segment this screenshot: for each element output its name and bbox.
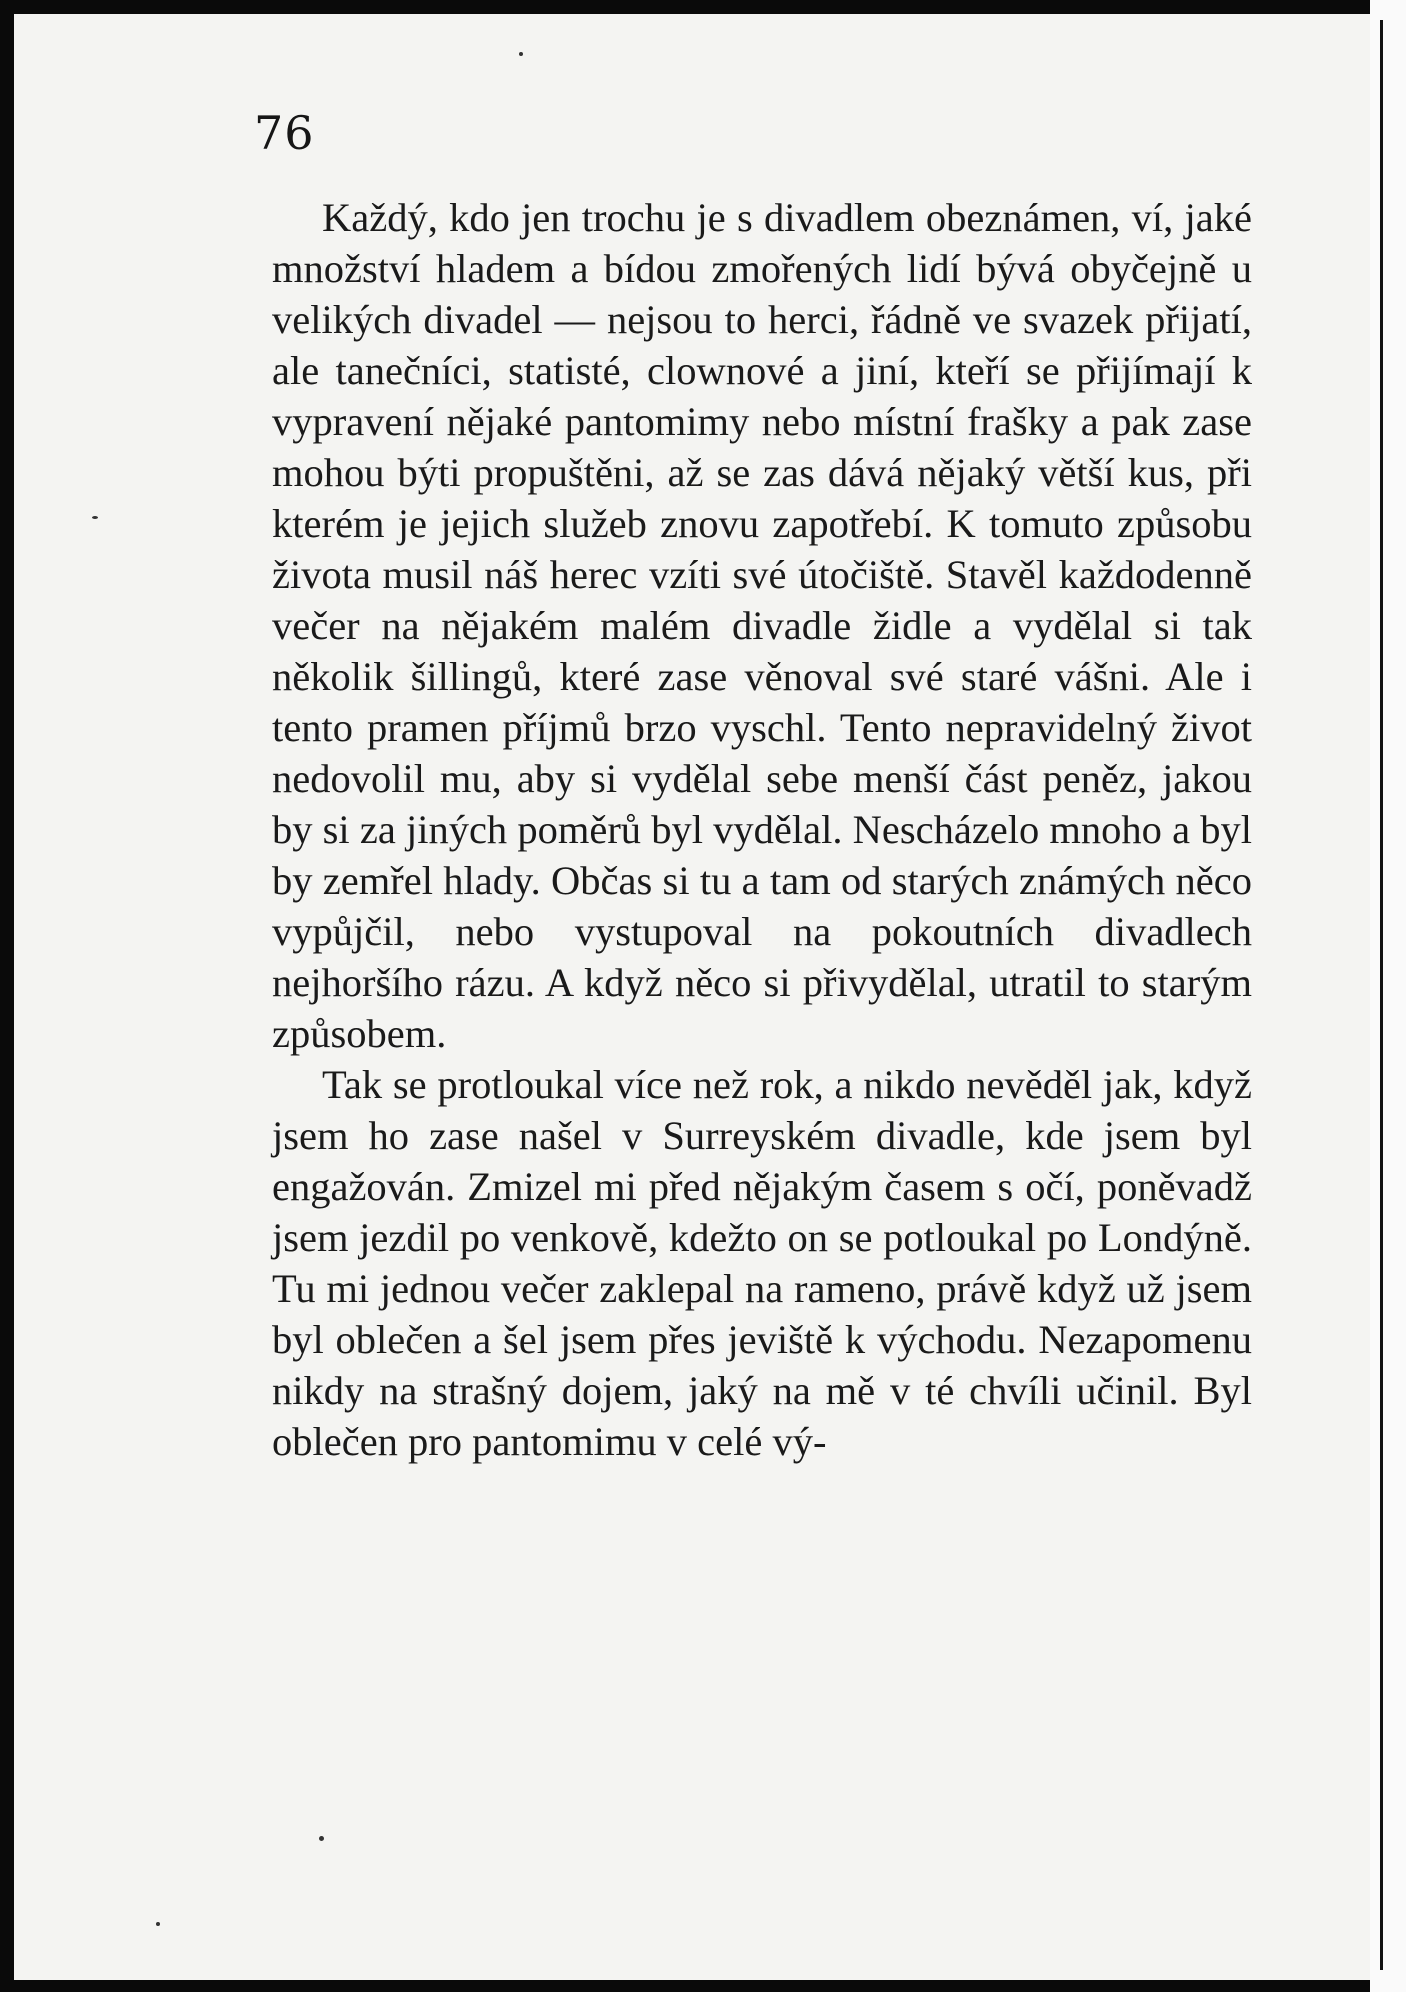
page-edge-line [1380,20,1383,1970]
page-edge-strip [1370,0,1406,1992]
dust-speck [92,516,98,519]
paragraph-1: Každý, kdo jen trochu je s divadlem obeznámen, ví, jaké množství hladem a bídou zmořených lidí bývá obyčejně u velikých divadel — nejsou to herci, řádně ve svazek přijatí, ale tanečníci, statisté, clownové a jiní, kteří se přijímají k vypravení nějaké pantomimy nebo místní frašky a pak zase mohou býti propuštěni, až se zas dává nějaký větší kus, při kterém je jejich služeb znovu zapotřebí. K tomuto způsobu života musil náš herec vzíti své útočiště. Stavěl každodenně večer na nějakém malém divadle židle a vydělal si tak několik šillingů, které zase věnoval své staré vášni. Ale i tento pramen příjmů brzo vyschl. Tento nepravidelný život nedovolil mu, aby si vydělal sebe menší část peněz, jakou by si za jiných poměrů byl vydělal. Nescházelo mnoho a byl by zemřel hlady. Občas si tu a tam od starých známých něco vypůjčil, nebo vystupoval na pokoutních divadlech nejhoršího rázu. A když něco si přivydělal, utratil to starým způsobem. [272,195,1252,1056]
book-page [14,14,1370,1980]
paragraph-2: Tak se protloukal více než rok, a nikdo nevěděl jak, když jsem ho zase našel v Surreyském divadle, kde jsem byl engažován. Zmizel mi před nějakým časem s očí, poněvadž jsem jezdil po venkově, kdežto on se potloukal po Londýně. Tu mi jednou večer zaklepal na rameno, právě když už jsem byl oblečen a šel jsem přes jeviště k východu. Nezapomenu nikdy na strašný dojem, jaký na mě v té chvíli učinil. Byl oblečen pro pantomimu v celé vý- [272,1062,1252,1464]
dust-speck [156,1922,160,1926]
dust-speck [519,52,523,56]
page-number: 76 [254,106,315,160]
dust-speck [319,1836,324,1841]
body-text [272,192,1252,1467]
